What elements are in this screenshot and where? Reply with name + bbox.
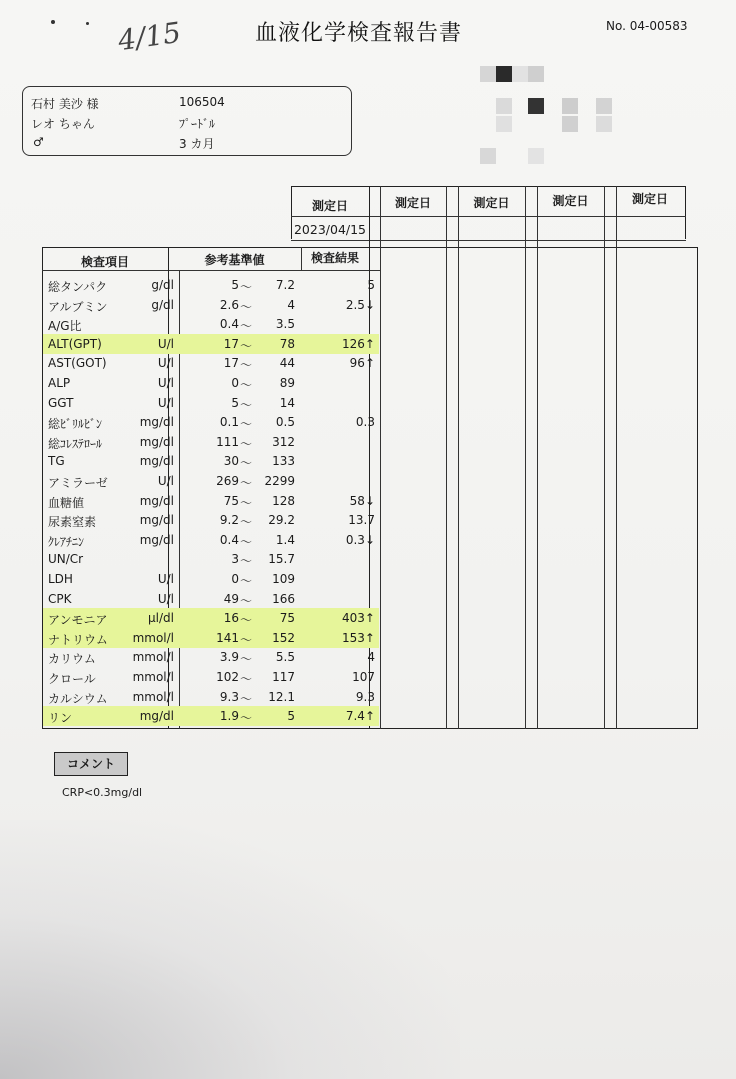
ref-low: 0.1 bbox=[219, 415, 239, 430]
ref-low: 5 bbox=[231, 395, 239, 410]
ref-tilde: ～ bbox=[240, 417, 253, 432]
table-row bbox=[43, 471, 379, 491]
ref-low: 0 bbox=[231, 376, 239, 390]
measure-date-header: 測定日 bbox=[631, 192, 668, 206]
item-name: リン bbox=[48, 711, 73, 726]
result-value: 107 bbox=[352, 670, 375, 684]
ref-low: 75 bbox=[223, 493, 239, 508]
table-row bbox=[43, 589, 379, 609]
item-name: A/G比 bbox=[48, 319, 82, 334]
patient-id: 106504 bbox=[179, 95, 225, 109]
item-header: 検査項目 bbox=[80, 255, 129, 269]
measure-date-header: 測定日 bbox=[552, 194, 589, 208]
ref-tilde: ～ bbox=[240, 319, 253, 334]
item-name: CPK bbox=[48, 591, 72, 606]
ink-dot bbox=[51, 20, 55, 24]
pet-name: レオ ちゃん bbox=[31, 117, 95, 131]
ref-low: 102 bbox=[216, 670, 239, 684]
item-unit: mg/dl bbox=[139, 513, 174, 528]
ref-high: 0.5 bbox=[275, 415, 295, 430]
table-row bbox=[43, 432, 379, 452]
patient-info-box bbox=[22, 86, 352, 156]
item-name: アルブミン bbox=[48, 299, 108, 314]
table-row bbox=[43, 530, 379, 550]
measure-date-header: 測定日 bbox=[311, 199, 348, 213]
ref-high: 7.2 bbox=[275, 278, 295, 292]
item-unit: mg/dl bbox=[139, 434, 174, 449]
item-unit: mmol/l bbox=[132, 630, 174, 645]
result-value: 126↑ bbox=[342, 336, 375, 351]
result-value: 58↓ bbox=[349, 493, 375, 508]
item-name: UN/Cr bbox=[48, 552, 84, 567]
table-row bbox=[43, 647, 379, 667]
item-name: アミラーゼ bbox=[48, 476, 108, 490]
result-value: 403↑ bbox=[342, 611, 375, 626]
ref-tilde: ～ bbox=[240, 574, 253, 588]
table-row bbox=[43, 412, 379, 432]
table-row bbox=[43, 393, 379, 413]
item-name: GGT bbox=[48, 395, 74, 410]
result-value: 96↑ bbox=[349, 356, 375, 371]
table-row bbox=[43, 295, 379, 315]
item-unit: g/dl bbox=[151, 297, 174, 312]
item-unit: U/l bbox=[157, 336, 174, 351]
ref-tilde: ～ bbox=[240, 436, 253, 451]
result-value: 0.3↓ bbox=[345, 532, 375, 547]
item-name: 総ｺﾚｽﾃﾛｰﾙ bbox=[48, 436, 103, 451]
measure-date-value: 2023/04/15 bbox=[293, 222, 367, 237]
table-row bbox=[43, 706, 379, 726]
item-name: LDH bbox=[48, 572, 73, 586]
item-name: アンモニア bbox=[48, 613, 108, 628]
item-unit: U/l bbox=[157, 591, 174, 606]
ref-high: 15.7 bbox=[268, 552, 295, 567]
ref-high: 78 bbox=[279, 336, 295, 351]
ref-high: 2299 bbox=[264, 474, 295, 488]
ref-low: 3.9 bbox=[219, 650, 239, 665]
ref-low: 2.6 bbox=[219, 297, 239, 312]
sex-symbol: ♂ bbox=[33, 135, 44, 149]
item-name: カルシウム bbox=[48, 691, 108, 706]
ref-tilde: ～ bbox=[240, 593, 253, 608]
table-row bbox=[43, 275, 379, 295]
ref-low: 16 bbox=[223, 611, 239, 626]
ref-low: 30 bbox=[223, 454, 239, 469]
ref-low: 0.4 bbox=[219, 532, 239, 547]
item-unit: mmol/l bbox=[132, 670, 174, 684]
pet-breed: ﾌﾟｰﾄﾞﾙ bbox=[179, 117, 216, 131]
ref-tilde: ～ bbox=[240, 299, 253, 314]
ref-tilde: ～ bbox=[240, 476, 253, 490]
table-row bbox=[43, 687, 379, 707]
result-value: 5 bbox=[367, 278, 375, 292]
ref-high: 14 bbox=[279, 395, 295, 410]
ref-high: 133 bbox=[272, 454, 295, 469]
result-value: 0.3 bbox=[355, 415, 375, 430]
ref-high: 44 bbox=[279, 356, 295, 371]
result-value: 9.3 bbox=[355, 689, 375, 704]
table-row bbox=[43, 373, 379, 393]
ref-high: 312 bbox=[272, 434, 295, 449]
ref-tilde: ～ bbox=[240, 515, 253, 530]
ref-tilde: ～ bbox=[240, 397, 253, 412]
ref-high: 12.1 bbox=[268, 689, 295, 704]
ref-high: 109 bbox=[272, 572, 295, 586]
ref-high: 1.4 bbox=[275, 532, 295, 547]
ref-high: 117 bbox=[272, 670, 295, 684]
ref-high: 75 bbox=[279, 611, 295, 626]
ref-high: 4 bbox=[287, 297, 295, 312]
ref-high: 3.5 bbox=[275, 317, 295, 332]
item-unit: μl/dl bbox=[148, 611, 174, 626]
table-row bbox=[43, 608, 379, 628]
ref-tilde: ～ bbox=[240, 554, 253, 569]
ref-low: 3 bbox=[231, 552, 239, 567]
item-unit: g/dl bbox=[151, 278, 174, 292]
table-row bbox=[43, 451, 379, 471]
ref-low: 17 bbox=[223, 336, 239, 351]
ref-high: 166 bbox=[272, 591, 295, 606]
table-row bbox=[43, 549, 379, 569]
ref-low: 9.3 bbox=[219, 689, 239, 704]
item-name: クロール bbox=[48, 672, 96, 686]
item-unit: mg/dl bbox=[139, 454, 174, 469]
ref-tilde: ～ bbox=[240, 672, 253, 686]
pet-age: 3 カ月 bbox=[179, 137, 215, 151]
ref-low: 17 bbox=[223, 356, 239, 371]
item-name: TG bbox=[48, 454, 65, 469]
item-name: 総ﾋﾞﾘﾙﾋﾞﾝ bbox=[48, 417, 103, 432]
ref-tilde: ～ bbox=[240, 613, 253, 628]
item-unit: mg/dl bbox=[139, 709, 174, 724]
table-row bbox=[43, 628, 379, 648]
table-row bbox=[43, 334, 379, 354]
item-unit: mg/dl bbox=[139, 415, 174, 430]
result-value: 4 bbox=[367, 650, 375, 665]
table-row bbox=[43, 569, 379, 589]
measure-date-header: 測定日 bbox=[394, 196, 431, 210]
ref-low: 1.9 bbox=[219, 709, 239, 724]
result-header: 検査結果 bbox=[310, 251, 359, 265]
ref-high: 5 bbox=[287, 709, 295, 724]
ref-low: 5 bbox=[231, 278, 239, 292]
ref-tilde: ～ bbox=[240, 632, 253, 647]
result-value: 2.5↓ bbox=[345, 297, 375, 312]
ref-tilde: ～ bbox=[240, 456, 253, 471]
document-number: No. 04-00583 bbox=[606, 19, 688, 33]
ref-high: 5.5 bbox=[275, 650, 295, 665]
comment-text: CRP<0.3mg/dl bbox=[62, 786, 143, 799]
ref-high: 29.2 bbox=[268, 513, 295, 528]
ref-tilde: ～ bbox=[240, 652, 253, 667]
item-name: ALP bbox=[48, 376, 71, 390]
report-title: 血液化学検査報告書 bbox=[255, 21, 463, 46]
item-unit: U/l bbox=[157, 474, 174, 488]
reference-header: 参考基準値 bbox=[204, 253, 265, 267]
item-unit: U/l bbox=[157, 356, 174, 371]
paper-shadow bbox=[0, 820, 460, 1079]
table-row bbox=[43, 353, 379, 373]
result-value: 13.7 bbox=[348, 513, 375, 528]
result-value: 153↑ bbox=[342, 630, 375, 645]
item-name: ナトリウム bbox=[48, 632, 108, 647]
item-name: ALT(GPT) bbox=[48, 336, 102, 351]
item-unit: U/l bbox=[157, 376, 174, 390]
ref-tilde: ～ bbox=[240, 495, 253, 510]
table-row bbox=[43, 314, 379, 334]
handwritten-date: 4/15 bbox=[116, 15, 183, 58]
item-name: AST(GOT) bbox=[48, 356, 107, 371]
table-row bbox=[43, 491, 379, 511]
item-unit: U/l bbox=[157, 572, 174, 586]
item-unit: mmol/l bbox=[132, 689, 174, 704]
ref-low: 269 bbox=[216, 474, 239, 488]
owner-name: 石村 美沙 様 bbox=[31, 97, 99, 111]
item-name: 尿素窒素 bbox=[48, 515, 97, 530]
ref-low: 0.4 bbox=[219, 317, 239, 332]
item-unit: U/l bbox=[157, 395, 174, 410]
item-unit: mg/dl bbox=[139, 493, 174, 508]
item-name: ｸﾚｱﾁﾆﾝ bbox=[48, 534, 85, 549]
ref-low: 9.2 bbox=[219, 513, 239, 528]
item-unit: mmol/l bbox=[132, 650, 174, 665]
item-name: 血糖値 bbox=[48, 495, 85, 510]
measure-date-header: 測定日 bbox=[473, 196, 510, 210]
ink-dot bbox=[86, 22, 89, 25]
ref-low: 111 bbox=[216, 434, 239, 449]
item-name: 総タンパク bbox=[48, 280, 108, 294]
ref-high: 89 bbox=[279, 376, 295, 390]
result-value: 7.4↑ bbox=[345, 709, 375, 724]
ref-tilde: ～ bbox=[240, 691, 253, 706]
item-unit: mg/dl bbox=[139, 532, 174, 547]
table-row bbox=[43, 510, 379, 530]
ref-high: 128 bbox=[272, 493, 295, 508]
ref-low: 0 bbox=[231, 572, 239, 586]
ref-high: 152 bbox=[272, 630, 295, 645]
ref-tilde: ～ bbox=[240, 280, 253, 294]
ref-tilde: ～ bbox=[240, 378, 253, 392]
ref-low: 49 bbox=[223, 591, 239, 606]
item-name: カリウム bbox=[48, 652, 96, 667]
table-row bbox=[43, 667, 379, 687]
ref-tilde: ～ bbox=[240, 534, 253, 549]
comment-label: コメント bbox=[54, 752, 128, 776]
ref-low: 141 bbox=[216, 630, 239, 645]
ref-tilde: ～ bbox=[240, 358, 253, 373]
ref-tilde: ～ bbox=[240, 338, 253, 353]
ref-tilde: ～ bbox=[240, 711, 253, 726]
